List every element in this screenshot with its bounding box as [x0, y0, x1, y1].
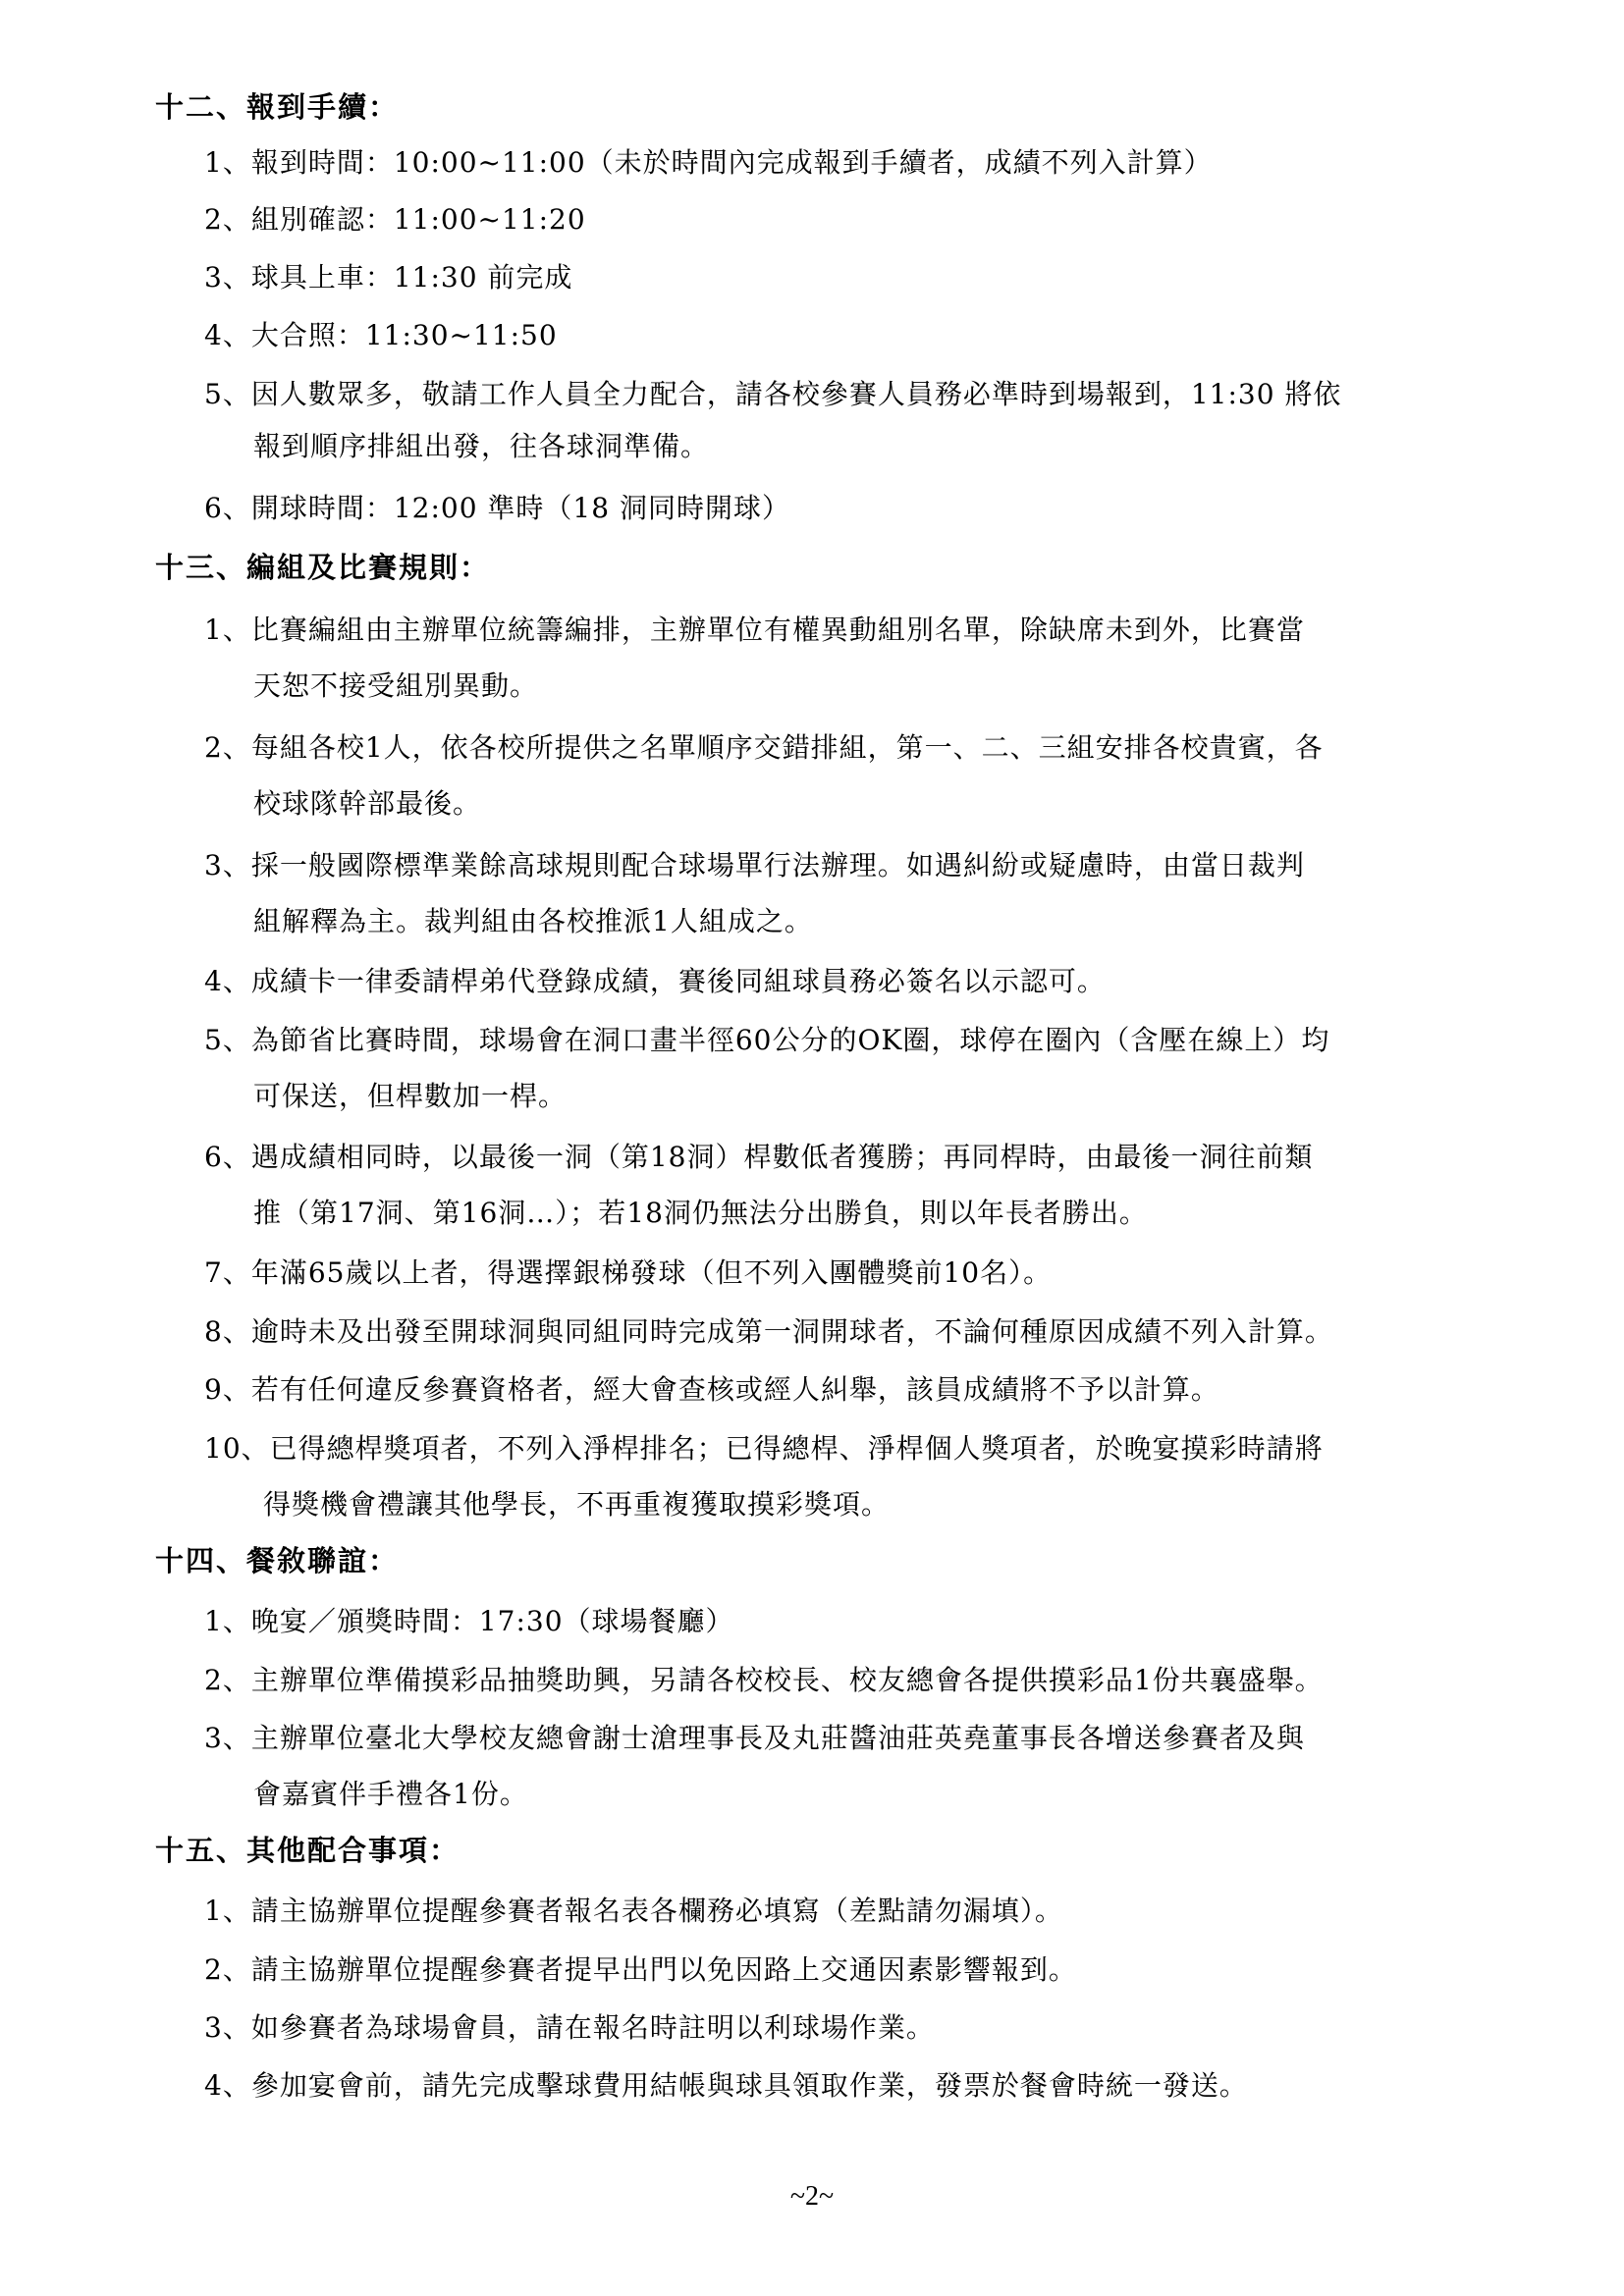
list-item: 6、開球時間：12:00 準時（18 洞同時開球） — [204, 492, 790, 524]
list-item: 2、每組各校1人，依各校所提供之名單順序交錯排組，第一、二、三組安排各校貴賓，各 — [204, 731, 1324, 764]
section-title-14: 十四、餐敘聯誼： — [155, 1544, 400, 1577]
list-item: 10、已得總桿獎項者，不列入淨桿排名；已得總桿、淨桿個人獎項者，於晚宴摸彩時請將 — [204, 1432, 1324, 1465]
list-item: 9、若有任何違反參賽資格者，經大會查核或經人糾舉，該員成績將不予以計算。 — [204, 1373, 1219, 1406]
list-item: 5、為節省比賽時間，球場會在洞口畫半徑60公分的OK圈，球停在圈內（含壓在線上）均 — [204, 1024, 1330, 1056]
section-title-12: 十二、報到手續： — [155, 90, 400, 124]
list-item: 3、球具上車：11:30 前完成 — [204, 261, 573, 294]
list-item: 6、遇成績相同時，以最後一洞（第18洞）桿數低者獲勝；再同桿時，由最後一洞往前類 — [204, 1141, 1314, 1173]
list-item: 4、成績卡一律委請桿弟代登錄成績，賽後同組球員務必簽名以示認可。 — [204, 965, 1106, 997]
list-item: 5、因人數眾多，敬請工作人員全力配合，請各校參賽人員務必準時到場報到，11:30 將依 — [204, 378, 1342, 410]
list-item: 4、參加宴會前，請先完成擊球費用結帳與球具領取作業，發票於餐會時統一發送。 — [204, 2069, 1248, 2102]
section-title-13: 十三、編組及比賽規則： — [155, 551, 491, 584]
list-item-continuation: 推（第17洞、第16洞…）；若18洞仍無法分出勝負，則以年長者勝出。 — [253, 1197, 1148, 1229]
list-item: 7、年滿65歲以上者，得選擇銀梯發球（但不列入團體獎前10名）。 — [204, 1256, 1053, 1289]
list-item: 2、主辦單位準備摸彩品抽獎助興，另請各校校長、校友總會各提供摸彩品1份共襄盛舉。 — [204, 1664, 1324, 1696]
list-item-continuation: 報到順序排組出發，往各球洞準備。 — [253, 430, 710, 462]
list-item-continuation: 得獎機會禮讓其他學長，不再重複獲取摸彩獎項。 — [263, 1488, 891, 1521]
list-item: 3、採一般國際標準業餘高球規則配合球場單行法辦理。如遇糾紛或疑慮時，由當日裁判 — [204, 849, 1305, 881]
list-item: 4、大合照：11:30~11:50 — [204, 319, 558, 351]
list-item: 8、逾時未及出發至開球洞與同組同時完成第一洞開球者，不論何種原因成績不列入計算。 — [204, 1315, 1333, 1348]
list-item-continuation: 校球隊幹部最後。 — [253, 787, 482, 820]
list-item-continuation: 天恕不接受組別異動。 — [253, 669, 539, 702]
section-title-15: 十五、其他配合事項： — [155, 1834, 460, 1867]
list-item: 1、晚宴／頒獎時間：17:30（球場餐廳） — [204, 1605, 734, 1637]
page-number: ~2~ — [789, 2181, 835, 2212]
list-item-continuation: 組解釋為主。裁判組由各校推派1人組成之。 — [253, 905, 813, 937]
list-item-continuation: 可保送，但桿數加一桿。 — [253, 1080, 568, 1112]
list-item: 3、如參賽者為球場會員，請在報名時註明以利球場作業。 — [204, 2011, 935, 2044]
list-item: 1、比賽編組由主辦單位統籌編排，主辦單位有權異動組別名單，除缺席未到外，比賽當 — [204, 614, 1305, 646]
list-item: 2、請主協辦單位提醒參賽者提早出門以免因路上交通因素影響報到。 — [204, 1953, 1077, 1986]
list-item-continuation: 會嘉賓伴手禮各1份。 — [253, 1778, 528, 1810]
list-item: 2、組別確認：11:00~11:20 — [204, 203, 586, 236]
list-item: 3、主辦單位臺北大學校友總會謝士滄理事長及丸莊醬油莊英堯董事長各增送參賽者及與 — [204, 1722, 1305, 1754]
list-item: 1、請主協辦單位提醒參賽者報名表各欄務必填寫（差點請勿漏填）。 — [204, 1895, 1063, 1927]
list-item: 1、報到時間：10:00~11:00（未於時間內完成報到手續者，成績不列入計算） — [204, 146, 1213, 179]
